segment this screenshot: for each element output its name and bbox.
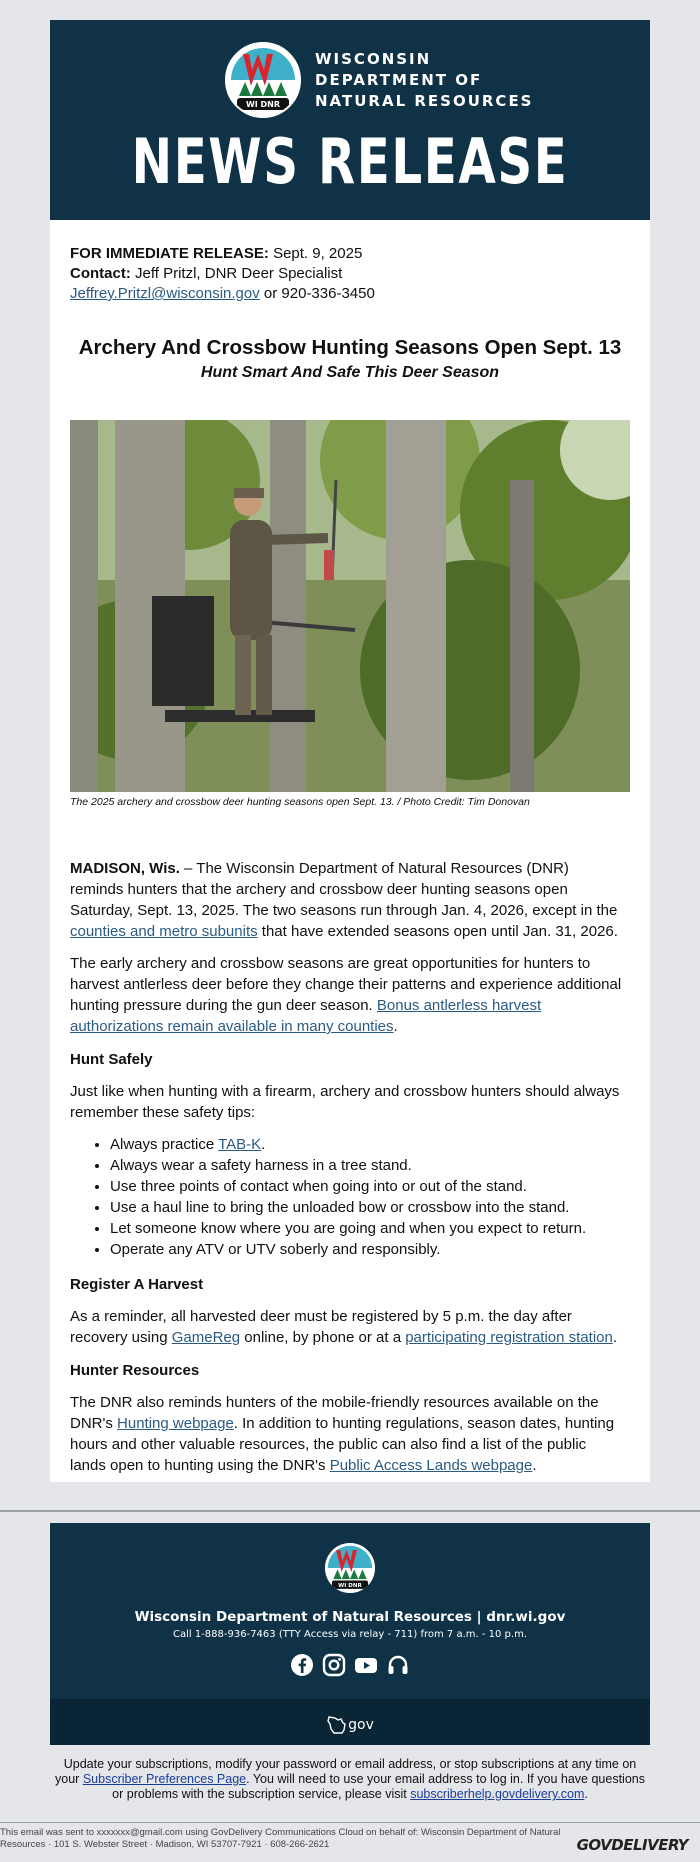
paragraph-safety-intro: Just like when hunting with a firearm, archery and crossbow hunters should always remember these safety tips: bbox=[70, 1083, 620, 1121]
facebook-icon[interactable] bbox=[290, 1653, 314, 1677]
list-item: • Use a haul line to bring the unloaded bow or crossbow into the stand. bbox=[110, 1197, 625, 1218]
news-header bbox=[50, 20, 650, 220]
resources-end: . bbox=[532, 1457, 537, 1474]
podcast-icon[interactable] bbox=[386, 1653, 410, 1677]
wisconsin-outline-icon bbox=[326, 1715, 348, 1735]
safety-tips-list bbox=[70, 1134, 625, 1260]
tip-1-end: . bbox=[261, 1136, 266, 1153]
manage-text-a: Update your subscriptions, modify your password or email address, or stop subscriptions at any time on your bbox=[55, 1757, 637, 1786]
legal-text: This email was sent to xxxxxxx@gmail.com using GovDelivery Communications Cloud on behalf of: Wisconsin Department of Natural Resources · 101 S. Webster Street · Madison, WI 53707-7921 · 608-266-2621 bbox=[0, 1827, 561, 1850]
list-item: • Let someone know where you are going and when you expect to return. bbox=[110, 1218, 625, 1239]
social-links bbox=[50, 1653, 650, 1677]
early-seasons-end: . bbox=[393, 1018, 398, 1035]
org-line-1: WISCONSIN bbox=[315, 49, 432, 68]
footer-logo-text: WI DNR bbox=[338, 1582, 362, 1589]
register-text-a: As a reminder, all harvested deer must be registered by 5 p.m. the day after recovery using bbox=[70, 1308, 572, 1346]
tip-1-text: Always practice bbox=[110, 1136, 219, 1153]
instagram-icon[interactable] bbox=[322, 1653, 346, 1677]
contact-name: Jeff Pritzl, DNR Deer Specialist bbox=[135, 265, 343, 282]
registration-station-link[interactable]: participating registration station bbox=[405, 1329, 613, 1346]
manage-text-b: . You will need to use your email address to log in. If you have questions or problems with the subscription service, please visit bbox=[112, 1772, 645, 1801]
gov-text: gov bbox=[348, 1717, 374, 1733]
subscriber-preferences-link[interactable]: Subscriber Preferences Page bbox=[82, 1772, 247, 1786]
footer-divider bbox=[0, 1510, 700, 1512]
list-item: • Use three points of contact when going into or out of the stand. bbox=[110, 1176, 625, 1197]
news-card bbox=[50, 20, 650, 1482]
article-subheadline: Hunt Smart And Safe This Deer Season bbox=[200, 364, 500, 381]
paragraph-resources bbox=[70, 1392, 625, 1476]
subscription-notice bbox=[55, 1757, 645, 1802]
release-date: Sept. 9, 2025 bbox=[273, 245, 363, 262]
footer-org-line: Wisconsin Department of Natural Resources | dnr.wi.gov bbox=[134, 1609, 566, 1625]
resources-text-b: . In addition to hunting regulations, season dates, hunting hours and other valuable resources, the public can also find a list of the public lands open to hunting using the DNR's bbox=[70, 1415, 615, 1474]
bonus-antlerless-link[interactable]: Bonus antlerless harvest authorizations remain available in many counties bbox=[70, 997, 542, 1035]
govdelivery-strip bbox=[50, 1699, 650, 1745]
resources-text-a: The DNR also reminds hunters of the mobile-friendly resources available on the DNR's bbox=[70, 1394, 599, 1432]
list-item: • Operate any ATV or UTV soberly and responsibly. bbox=[110, 1239, 625, 1260]
article-headline: Archery And Crossbow Hunting Seasons Open Sept. 13 bbox=[78, 336, 622, 359]
heading-hunter-resources: Hunter Resources bbox=[70, 1362, 200, 1379]
photo-caption: The 2025 archery and crossbow deer hunting seasons open Sept. 13. / Photo Credit: Tim Donovan bbox=[70, 796, 530, 808]
release-meta bbox=[70, 244, 375, 304]
heading-hunt-safely: Hunt Safely bbox=[70, 1051, 153, 1068]
gamereg-link[interactable]: GameReg bbox=[171, 1329, 241, 1346]
footer-logo-icon bbox=[325, 1543, 375, 1593]
release-label: FOR IMMEDIATE RELEASE: bbox=[70, 245, 269, 262]
hunter-photo bbox=[70, 420, 630, 792]
contact-phone: or 920-336-3450 bbox=[263, 285, 375, 302]
footer-phone-line: Call 1-888-936-7463 (TTY Access via relay - 711) from 7 a.m. - 10 p.m. bbox=[172, 1629, 527, 1640]
footer bbox=[50, 1523, 650, 1745]
register-text-b: online, by phone or at a bbox=[240, 1329, 406, 1346]
heading-register-harvest: Register A Harvest bbox=[70, 1276, 204, 1293]
dnr-logo-icon bbox=[225, 42, 301, 118]
paragraph-early-seasons bbox=[70, 953, 625, 1037]
org-line-3: NATURAL RESOURCES bbox=[315, 91, 534, 110]
tab-k-link[interactable]: TAB-K bbox=[218, 1136, 262, 1153]
govdelivery-label: GOVDELIVERY bbox=[576, 1836, 688, 1854]
public-access-lands-link[interactable]: Public Access Lands webpage bbox=[329, 1457, 533, 1474]
org-line-2: DEPARTMENT OF bbox=[315, 70, 483, 89]
subscriber-help-link[interactable]: subscriberhelp.govdelivery.com bbox=[410, 1787, 585, 1801]
contact-email-link[interactable]: Jeffrey.Pritzl@wisconsin.gov bbox=[70, 285, 260, 302]
list-item: • Always wear a safety harness in a tree stand. bbox=[110, 1155, 625, 1176]
intro-text-b: that have extended seasons open until Jan. 31, 2026. bbox=[257, 923, 618, 940]
intro-text-a: – The Wisconsin Department of Natural Resources (DNR) reminds hunters that the archery and crossbow deer hunting seasons open Saturday, Sept. 13, 2025. The two seasons run through Jan. 4, 2026, except in the bbox=[70, 860, 618, 919]
org-name bbox=[315, 49, 534, 112]
dnr-logo-block bbox=[225, 42, 534, 118]
article-body bbox=[70, 858, 625, 1487]
early-seasons-text: The early archery and crossbow seasons are great opportunities for hunters to harvest antlerless deer before they change their patterns and experience additional hunting pressure during the gun deer season. bbox=[70, 955, 622, 1014]
logo-text: WI DNR bbox=[245, 100, 281, 109]
manage-text-c: . bbox=[584, 1787, 588, 1801]
gov-mark bbox=[50, 1715, 650, 1735]
hunting-webpage-link[interactable]: Hunting webpage bbox=[117, 1415, 234, 1432]
counties-metro-link[interactable]: counties and metro subunits bbox=[70, 923, 258, 940]
list-item bbox=[110, 1134, 625, 1155]
news-release-banner: NEWS RELEASE bbox=[131, 125, 569, 198]
contact-label: Contact: bbox=[70, 265, 131, 282]
govdelivery-brand bbox=[577, 1836, 688, 1854]
register-end: . bbox=[612, 1329, 618, 1346]
paragraph-intro bbox=[70, 858, 625, 942]
youtube-icon[interactable] bbox=[354, 1653, 378, 1677]
dateline: MADISON, Wis. bbox=[70, 860, 180, 877]
paragraph-register bbox=[70, 1306, 625, 1348]
legal-divider bbox=[0, 1822, 700, 1823]
